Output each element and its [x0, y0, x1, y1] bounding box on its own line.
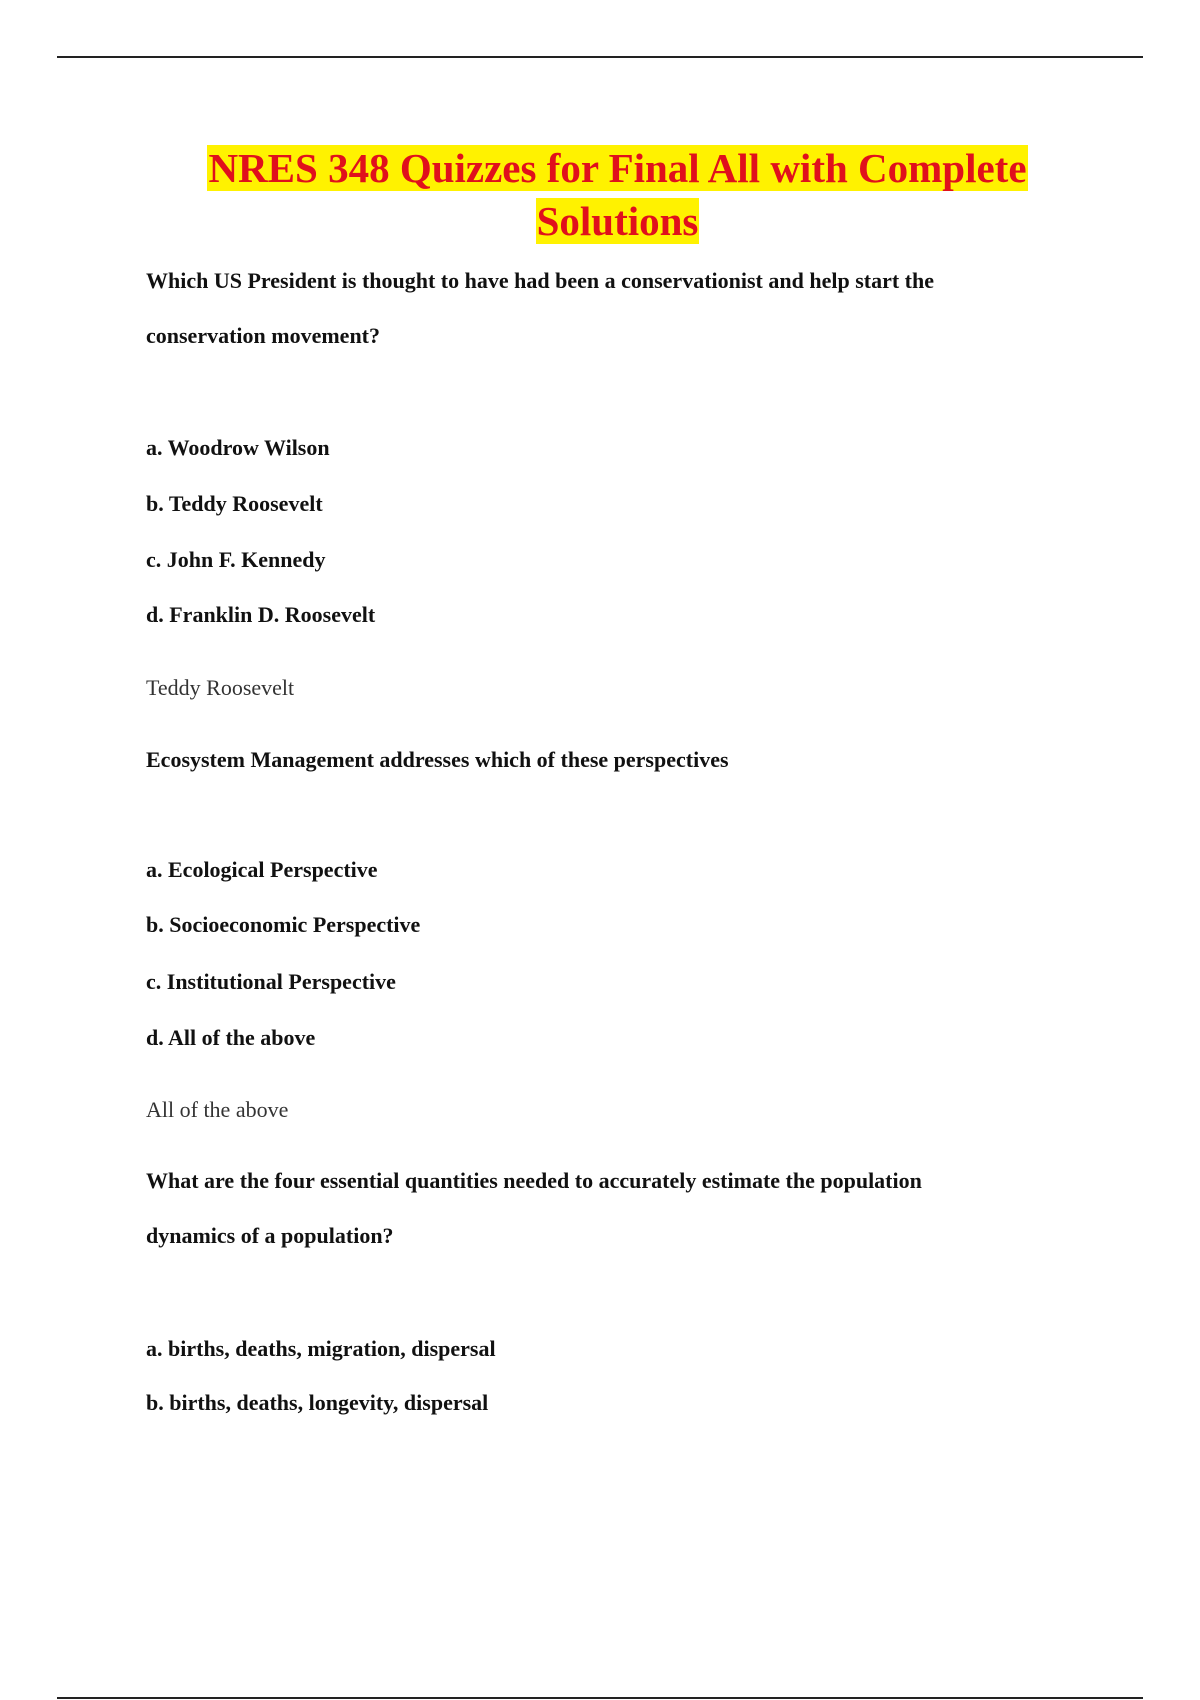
document-title: [0, 142, 1200, 248]
question-1-line-1: Which US President is thought to have had been a conservationist and help start the: [146, 268, 934, 293]
title-line-1: NRES 348 Quizzes for Final All with Complete: [208, 145, 1027, 191]
question-2-option-b: b. Socioeconomic Perspective: [146, 912, 421, 937]
question-2-option-d: d. All of the above: [146, 1025, 316, 1050]
question-2-line-1: Ecosystem Management addresses which of these perspectives: [146, 747, 729, 772]
question-1-option-c: c. John F. Kennedy: [146, 547, 326, 572]
question-1-option-a: a. Woodrow Wilson: [146, 435, 330, 460]
question-3-option-a: a. births, deaths, migration, dispersal: [146, 1336, 496, 1361]
question-3-option-b: b. births, deaths, longevity, dispersal: [146, 1390, 489, 1415]
header-rule: [57, 56, 1143, 58]
question-2-answer: All of the above: [146, 1097, 289, 1122]
question-2-option-a: a. Ecological Perspective: [146, 857, 378, 882]
question-1-answer: Teddy Roosevelt: [146, 675, 295, 700]
question-3-line-2: dynamics of a population?: [146, 1223, 394, 1248]
question-1-option-b: b. Teddy Roosevelt: [146, 491, 323, 516]
question-1-option-d: d. Franklin D. Roosevelt: [146, 602, 376, 627]
footer-rule: [57, 1697, 1143, 1699]
question-3-line-1: What are the four essential quantities needed to accurately estimate the population: [146, 1168, 922, 1193]
question-2-option-c: c. Institutional Perspective: [146, 969, 396, 994]
question-1-line-2: conservation movement?: [146, 323, 381, 348]
title-line-2: Solutions: [536, 198, 699, 244]
